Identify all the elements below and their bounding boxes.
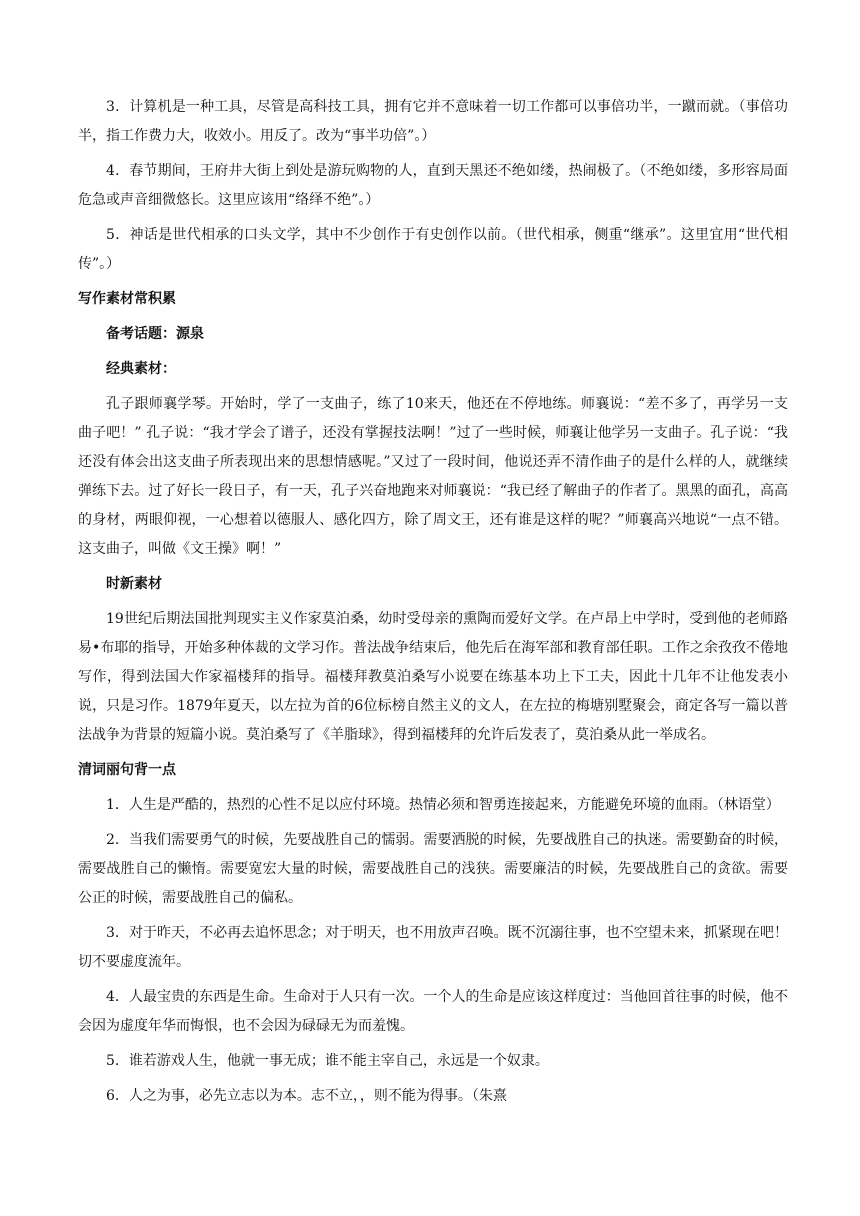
classic-material-heading: 经典素材：: [106, 361, 176, 377]
error-example-3: 3．计算机是一种工具，尽管是高科技工具，拥有它并不意味着一切工作都可以事倍功半，一蹴而就。（事倍功半，指工作费力大，收效小。用反了。改为“事半功倍”。）: [78, 99, 788, 144]
quote-item: 2．当我们需要勇气的时候，先要战胜自己的懦弱。需要洒脱的时候，先要战胜自己的执迷。需要勤奋的时候，需要战胜自己的懒惰。需要宽宏大量的时候，需要战胜自己的浅狭。需要廉洁的时候，先要战胜自己的贪欲。需要公正的时候，需要战胜自己的偏私。: [78, 832, 788, 906]
document-page: [78, 93, 788, 1117]
error-example-4: 4．春节期间，王府井大街上到处是游玩购物的人，直到天黑还不绝如缕，热闹极了。（不绝如缕，多形容局面危急或声音细微悠长。这里应该用“络绎不绝”。）: [78, 163, 788, 208]
quote-item: 4．人最宝贵的东西是生命。生命对于人只有一次。一个人的生命是应该这样度过：当他回首往事的时候，他不会因为虚度年华而悔恨，也不会因为碌碌无为而羞愧。: [78, 989, 788, 1034]
new-material-paragraph: 19世纪后期法国批判现实主义作家莫泊桑，幼时受母亲的熏陶而爱好文学。在卢昂上中学时，受到他的老师路易•布耶的指导，开始多种体裁的文学习作。普法战争结束后，他先后在海军部和教育部任职。工作之余孜孜不倦地写作，得到法国大作家福楼拜的指导。福楼拜教莫泊桑写小说要在练基本功上下工夫，因此十几年不让他发表小说，只是习作。1879年夏天，以左拉为首的6位标榜自然主义的文人，在左拉的梅塘别墅聚会，商定各写一篇以普法战争为背景的短篇小说。莫泊桑写了《羊脂球》，得到福楼拜的允许后发表了，莫泊桑从此一举成名。: [78, 611, 788, 743]
section-heading-quotes: 清词丽句背一点: [78, 762, 176, 778]
section-heading-writing-material: 写作素材常积累: [78, 291, 176, 307]
quote-item: 3．对于昨天，不必再去追怀思念；对于明天，也不用放声召唤。既不沉溺往事，也不空望未来，抓紧现在吧！切不要虚度流年。: [78, 925, 788, 970]
classic-material-paragraph: 孔子跟师襄学琴。开始时，学了一支曲子，练了10来天，他还在不停地练。师襄说：“差不多了，再学另一支曲子吧！” 孔子说：“我才学会了谱子，还没有掌握技法啊！”过了一些时候，师襄让他学另一支曲子。孔子说：“我还没有体会出这支曲子所表现出来的思想情感呢。”又过了一段时间，他说还弄不清作曲子的是什么样的人，就继续弹练下去。过了好长一段日子，有一天，孔子兴奋地跑来对师襄说：“我已经了解曲子的作者了。黑黑的面孔，高高的身材，两眼仰视，一心想着以德服人、感化四方，除了周文王，还有谁是这样的呢？”师襄高兴地说“一点不错。这支曲子，叫做《文王操》啊！”: [78, 396, 788, 557]
exam-topic-heading: 备考话题：源泉: [106, 326, 204, 342]
quote-item: 1．人生是严酷的，热烈的心性不足以应付环境。热情必须和智勇连接起来，方能避免环境的血雨。（林语堂）: [106, 797, 780, 813]
new-material-heading: 时新素材: [106, 576, 162, 592]
quote-item: 6．人之为事，必先立志以为本。志不立，，则不能为得事。（朱熹: [106, 1088, 507, 1104]
quote-item: 5．谁若游戏人生，他就一事无成；谁不能主宰自己，永远是一个奴隶。: [106, 1053, 549, 1069]
error-example-5: 5．神话是世代相承的口头文学，其中不少创作于有史创作以前。（世代相承，侧重“继承”。这里宜用“世代相传”。）: [78, 227, 788, 272]
